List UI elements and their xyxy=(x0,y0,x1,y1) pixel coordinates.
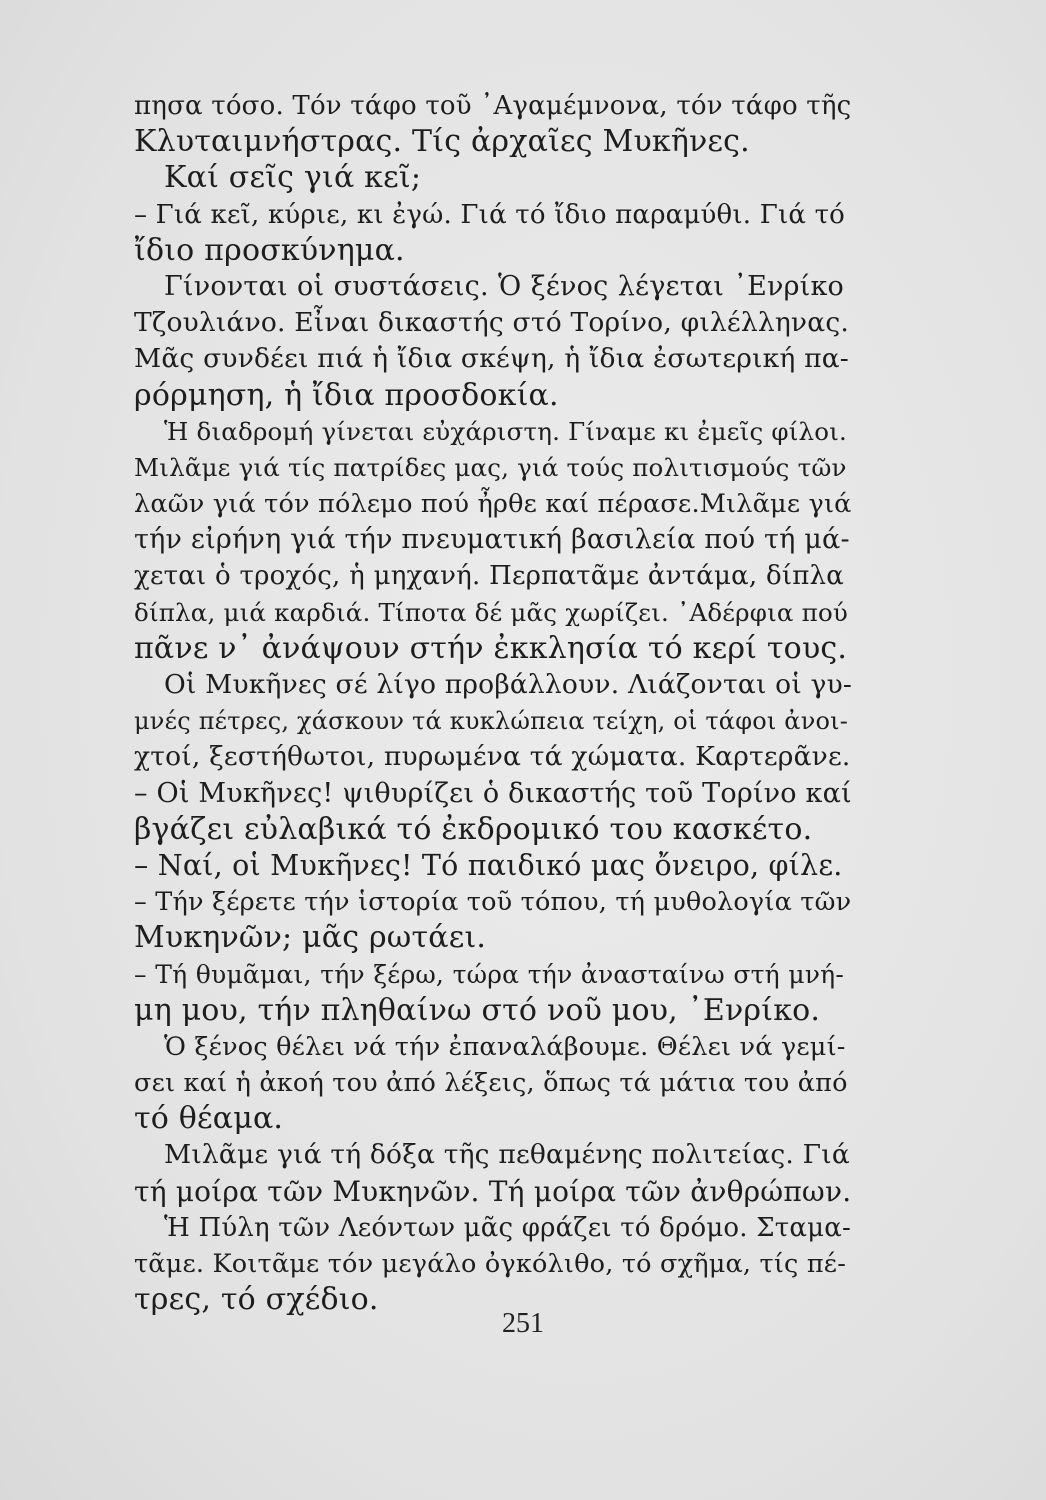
text-line: τρες, τό σχέδιο. xyxy=(134,1282,379,1318)
text-line: Μιλᾶμε γιά τίς πατρίδες μας, γιά τούς πολιτισμούς τῶν xyxy=(134,452,847,482)
text-line: Ὁ ξένος θέλει νά τήν ἐπαναλάβουμε. Θέλει νά γεμί- xyxy=(164,1031,846,1062)
text-line: βγάζει εὐλαβικά τό ἐκδρομικό του κασκέτο. xyxy=(134,811,813,847)
text-line: τό θέαμα. xyxy=(134,1101,284,1137)
text-line: τήν εἰρήνη γιά τήν πνευματική βασιλεία πού τή μά- xyxy=(134,524,850,556)
text-line: – Τήν ξέρετε τήν ἱστορία τοῦ τόπου, τή μυθολογία τῶν xyxy=(134,887,852,918)
text-line: δίπλα, μιά καρδιά. Τίποτα δέ μᾶς χωρίζει. ᾿Αδέρφια πού xyxy=(134,597,849,627)
text-line: – Οἱ Μυκῆνες! ψιθυρίζει ὁ δικαστής τοῦ Τορίνο καί xyxy=(134,777,852,809)
text-line: μνές πέτρες, χάσκουν τά κυκλώπεια τείχη, οἱ τάφοι ἀνοι- xyxy=(134,707,849,736)
text-line: Κλυταιμνήστρας. Τίς ἀρχαῖες Μυκῆνες. xyxy=(134,124,750,160)
text-line: πᾶνε ν᾿ ἀνάψουν στήν ἐκκλησία τό κερί τους. xyxy=(134,630,848,666)
text-block xyxy=(134,88,853,1318)
text-line: Οἱ Μυκῆνες σέ λίγο προβάλλουν. Λιάζονται οἱ γυ- xyxy=(164,669,853,700)
text-line: Καί σεῖς γιά κεῖ; xyxy=(164,160,422,196)
text-line: – Γιά κεῖ, κύριε, κι ἐγώ. Γιά τό ἴδιο παραμύθι. Γιά τό xyxy=(134,199,846,230)
text-line: χεται ὁ τροχός, ἡ μηχανή. Περπατᾶμε ἀντάμα, δίπλα xyxy=(134,561,844,592)
text-line: Μυκηνῶν; μᾶς ρωτάει. xyxy=(134,920,487,956)
text-line: Ἡ διαδρομή γίνεται εὐχάριστη. Γίναμε κι ἐμεῖς φίλοι. xyxy=(164,416,848,446)
text-line: τᾶμε. Κοιτᾶμε τόν μεγάλο ὀγκόλιθο, τό σχῆμα, τίς πέ- xyxy=(134,1249,847,1279)
text-line: μη μου, τήν πληθαίνω στό νοῦ μου, ᾿Ενρίκο. xyxy=(134,992,821,1028)
text-line: τή μοίρα τῶν Μυκηνῶν. Τή μοίρα τῶν ἀνθρώπων. xyxy=(134,1174,852,1208)
text-line: Μᾶς συνδέει πιά ἡ ἴδια σκέψη, ἡ ἴδια ἐσωτερική πα- xyxy=(134,343,849,375)
text-line: – Ναί, οἱ Μυκῆνες! Τό παιδικό μας ὄνειρο, φίλε. xyxy=(134,848,843,882)
text-line: χτοί, ξεστήθωτοι, πυρωμένα τά χώματα. Καρτερᾶνε. xyxy=(134,741,851,773)
text-line: Γίνονται οἱ συστάσεις. Ὁ ξένος λέγεται ᾿Ενρίκο xyxy=(164,270,844,302)
text-line: Τζουλιάνο. Εἶναι δικαστής στό Τορίνο, φιλέλληνας. xyxy=(134,307,849,339)
text-line: ρόρμηση, ἡ ἴδια προσδοκία. xyxy=(134,377,559,413)
text-line: ἴδιο προσκύνημα. xyxy=(134,232,405,268)
page-number: 251 xyxy=(502,1308,544,1339)
text-line: σει καί ἡ ἀκοή του ἀπό λέξεις, ὅπως τά μάτια του ἀπό xyxy=(134,1068,848,1099)
text-line: Ἡ Πύλη τῶν Λεόντων μᾶς φράζει τό δρόμο. Σταμα- xyxy=(164,1212,851,1243)
text-line: Μιλᾶμε γιά τή δόξα τῆς πεθαμένης πολιτείας. Γιά xyxy=(164,1139,850,1171)
text-line: πησα τόσο. Τόν τάφο τοῦ ᾿Αγαμέμνονα, τόν τάφο τῆς xyxy=(134,91,852,121)
text-line: λαῶν γιά τόν πόλεμο πού ἦρθε καί πέρασε.Μιλᾶμε γιά xyxy=(134,489,852,520)
text-line: – Τή θυμᾶμαι, τήν ξέρω, τώρα τήν ἀνασταίνω στή μνή- xyxy=(134,959,844,989)
